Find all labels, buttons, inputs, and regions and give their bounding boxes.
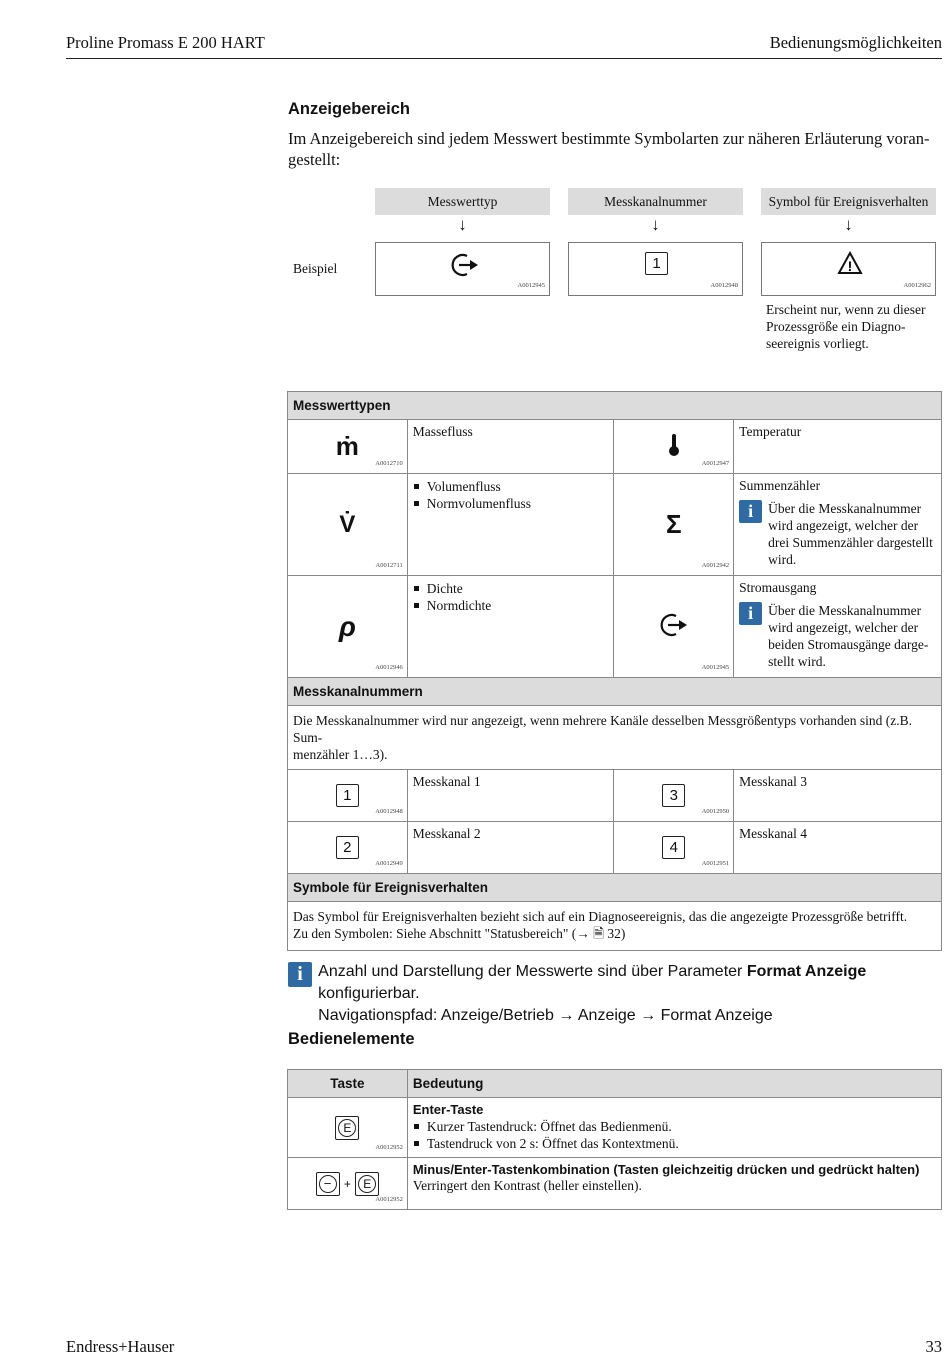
list-item: Volumenfluss [413, 478, 609, 495]
summenzaehler-cell [734, 474, 942, 576]
density-icon: ρ [338, 610, 356, 642]
dichte-cell [407, 576, 614, 678]
icon-cell [288, 770, 408, 822]
icon-cell [288, 474, 408, 576]
icon-cell [288, 1098, 408, 1158]
intro-line-1: Im Anzeigebereich sind jedem Messwert bestimmte Symbolarten zur näheren Erläuterung voran- [288, 129, 930, 148]
figure-code: A0012948 [375, 808, 403, 815]
figure-code: A0012942 [701, 562, 730, 569]
enter-key-meaning [407, 1098, 941, 1158]
label-messwerttyp: Messwerttyp [375, 188, 550, 215]
ereignis-note [766, 301, 926, 352]
format-hint [288, 962, 950, 1027]
description-line: Das Symbol für Ereignisverhalten bezieht sich auf ein Diagnoseereignis, das die angezeigte Prozessgröße betrifft. [293, 909, 908, 924]
icon-cell [614, 822, 734, 874]
down-arrow-icon: ↓ [458, 215, 467, 234]
figure-code: A0012945 [701, 664, 730, 671]
statusbereich-reference[interactable]: Zu den Symbolen: Siehe Abschnitt "Statusbereich" (→ 🗎 32) [293, 926, 626, 941]
running-header-section: Bedienungsmöglichkeiten [769, 33, 942, 52]
figure-code: A0012962 [903, 282, 931, 289]
current-output-icon [450, 252, 480, 278]
info-line: Über die Messkanalnummer [768, 603, 922, 618]
minus-key-icon [316, 1172, 340, 1196]
example-box-ereignis [761, 242, 936, 296]
icon-cell [614, 576, 734, 678]
ereignis-description [288, 902, 942, 951]
info-icon: i [739, 500, 762, 523]
figure-code: A0012949 [375, 860, 403, 867]
section-ereignisverhalten: Symbole für Ereignisverhalten [288, 874, 942, 902]
info-line: drei Summenzähler dargestellt [768, 535, 933, 550]
icon-cell [288, 822, 408, 874]
list-item: Normdichte [413, 597, 609, 614]
channel-1-icon: 1 [645, 252, 668, 275]
example-box-messkanal [568, 242, 743, 296]
enter-key-icon [355, 1172, 379, 1196]
section-messwerttypen: Messwerttypen [288, 392, 942, 420]
label-messkanal-1: Messkanal 1 [407, 770, 614, 822]
info-line: beiden Stromausgänge darge- [768, 637, 929, 652]
hint-text-part: Anzahl und Darstellung der Messwerte sind über Parameter [318, 963, 747, 980]
info-line: Über die Messkanalnummer [768, 501, 922, 516]
info-text [768, 500, 933, 568]
enter-key-title: Enter-Taste [412, 1102, 484, 1117]
minus-enter-meaning [407, 1158, 941, 1210]
enter-key-icon [335, 1116, 359, 1140]
intro-line-2: gestellt: [288, 150, 341, 169]
figure-code: A0012711 [375, 562, 403, 569]
column-header-taste: Taste [288, 1070, 408, 1098]
header-rule [66, 58, 942, 59]
info-text [768, 602, 928, 670]
column-header-bedeutung: Bedeutung [407, 1070, 941, 1098]
figure-code: A0012945 [517, 282, 545, 289]
messkanal-description [288, 706, 942, 770]
warning-icon [837, 251, 863, 275]
icon-cell [288, 576, 408, 678]
hint-line-1 [318, 961, 950, 1005]
figure-code: A0012947 [701, 460, 730, 467]
icon-cell [288, 420, 408, 474]
channel-1-icon: 1 [336, 784, 359, 807]
mass-flow-icon: ṁ [335, 431, 359, 461]
label-stromausgang: Stromausgang [739, 580, 817, 595]
section-heading-bedienelemente: Bedienelemente [288, 1030, 415, 1048]
example-box-messwerttyp [375, 242, 550, 296]
ereignis-note-line: Erscheint nur, wenn zu dieser [766, 302, 926, 317]
beispiel-label: Beispiel [293, 261, 338, 276]
down-arrow-icon: ↓ [651, 215, 660, 234]
hint-line-2: Navigationspfad: Anzeige/Betrieb → Anzeige → Format Anzeige [318, 1007, 773, 1024]
list-item: Normvolumenfluss [413, 495, 609, 512]
temperature-icon [667, 432, 681, 458]
figure-code: A0012710 [375, 460, 403, 467]
icon-cell [288, 1158, 408, 1210]
ereignis-note-line: seereignis vorliegt. [766, 336, 869, 351]
ereignis-note-line: Prozessgröße ein Diagno- [766, 319, 906, 334]
list-item: Tastendruck von 2 s: Öffnet das Kontextmenü. [413, 1135, 936, 1152]
info-line: stellt wird. [768, 654, 826, 669]
label-messkanal-2: Messkanal 2 [407, 822, 614, 874]
figure-code: A0012948 [710, 282, 738, 289]
minus-enter-text: Verringert den Kontrast (heller einstellen). [412, 1178, 642, 1193]
info-line: wird angezeigt, welcher der [768, 518, 919, 533]
section-messkanalnummern: Messkanalnummern [288, 678, 942, 706]
stromausgang-cell [734, 576, 942, 678]
volumenfluss-cell [407, 474, 614, 576]
info-icon: i [288, 962, 312, 987]
description-line: Die Messkanalnummer wird nur angezeigt, wenn mehrere Kanäle desselben Messgrößentyps vorhanden sind (z.B. Sum- [293, 713, 912, 745]
info-icon: i [739, 602, 762, 625]
intro-paragraph [288, 128, 943, 170]
figure-code: A0012952 [375, 1196, 403, 1203]
label-ereignisverhalten: Symbol für Ereignisverhalten [761, 188, 936, 215]
section-heading-anzeigebereich: Anzeigebereich [288, 100, 410, 118]
totalizer-icon: Σ [666, 509, 682, 539]
list-item: Dichte [413, 580, 609, 597]
info-line: wird. [768, 552, 797, 567]
svg-text:!: ! [847, 258, 853, 274]
channel-4-icon: 4 [662, 836, 685, 859]
figure-code: A0012951 [701, 860, 730, 867]
footer-company: Endress+Hauser [66, 1337, 175, 1356]
figure-code: A0012946 [375, 664, 403, 671]
page-number: 33 [925, 1337, 942, 1356]
enter-key-glyph: E [338, 1119, 356, 1137]
keys-table [287, 1069, 942, 1210]
hint-text [318, 961, 950, 1027]
icon-cell [614, 474, 734, 576]
label-temperatur: Temperatur [734, 420, 942, 474]
minus-key-glyph: − [319, 1175, 337, 1193]
label-summenzaehler: Summenzähler [739, 478, 821, 493]
figure-code: A0012952 [375, 1144, 403, 1151]
volume-flow-icon: V̇ [339, 510, 356, 538]
running-header-title: Proline Promass E 200 HART [66, 33, 265, 52]
plus-sign: + [343, 1176, 351, 1191]
description-line: menzähler 1…3). [293, 747, 388, 762]
channel-3-icon: 3 [662, 784, 685, 807]
channel-2-icon: 2 [336, 836, 359, 859]
info-line: wird angezeigt, welcher der [768, 620, 919, 635]
label-messkanalnummer: Messkanalnummer [568, 188, 743, 215]
current-output-icon [659, 612, 689, 638]
down-arrow-icon: ↓ [844, 215, 853, 234]
icon-cell [614, 420, 734, 474]
minus-enter-title: Minus/Enter-Tastenkombination (Tasten gleichzeitig drücken und gedrückt halten) [412, 1162, 920, 1177]
label-massefluss: Massefluss [407, 420, 614, 474]
label-messkanal-3: Messkanal 3 [734, 770, 942, 822]
symbol-table [287, 391, 942, 951]
hint-text-part: konfigurierbar. [318, 985, 420, 1002]
parameter-name: Format Anzeige [746, 963, 867, 980]
enter-key-glyph: E [358, 1175, 376, 1193]
label-messkanal-4: Messkanal 4 [734, 822, 942, 874]
figure-code: A0012950 [701, 808, 730, 815]
list-item: Kurzer Tastendruck: Öffnet das Bedienmenü. [413, 1118, 936, 1135]
icon-cell [614, 770, 734, 822]
